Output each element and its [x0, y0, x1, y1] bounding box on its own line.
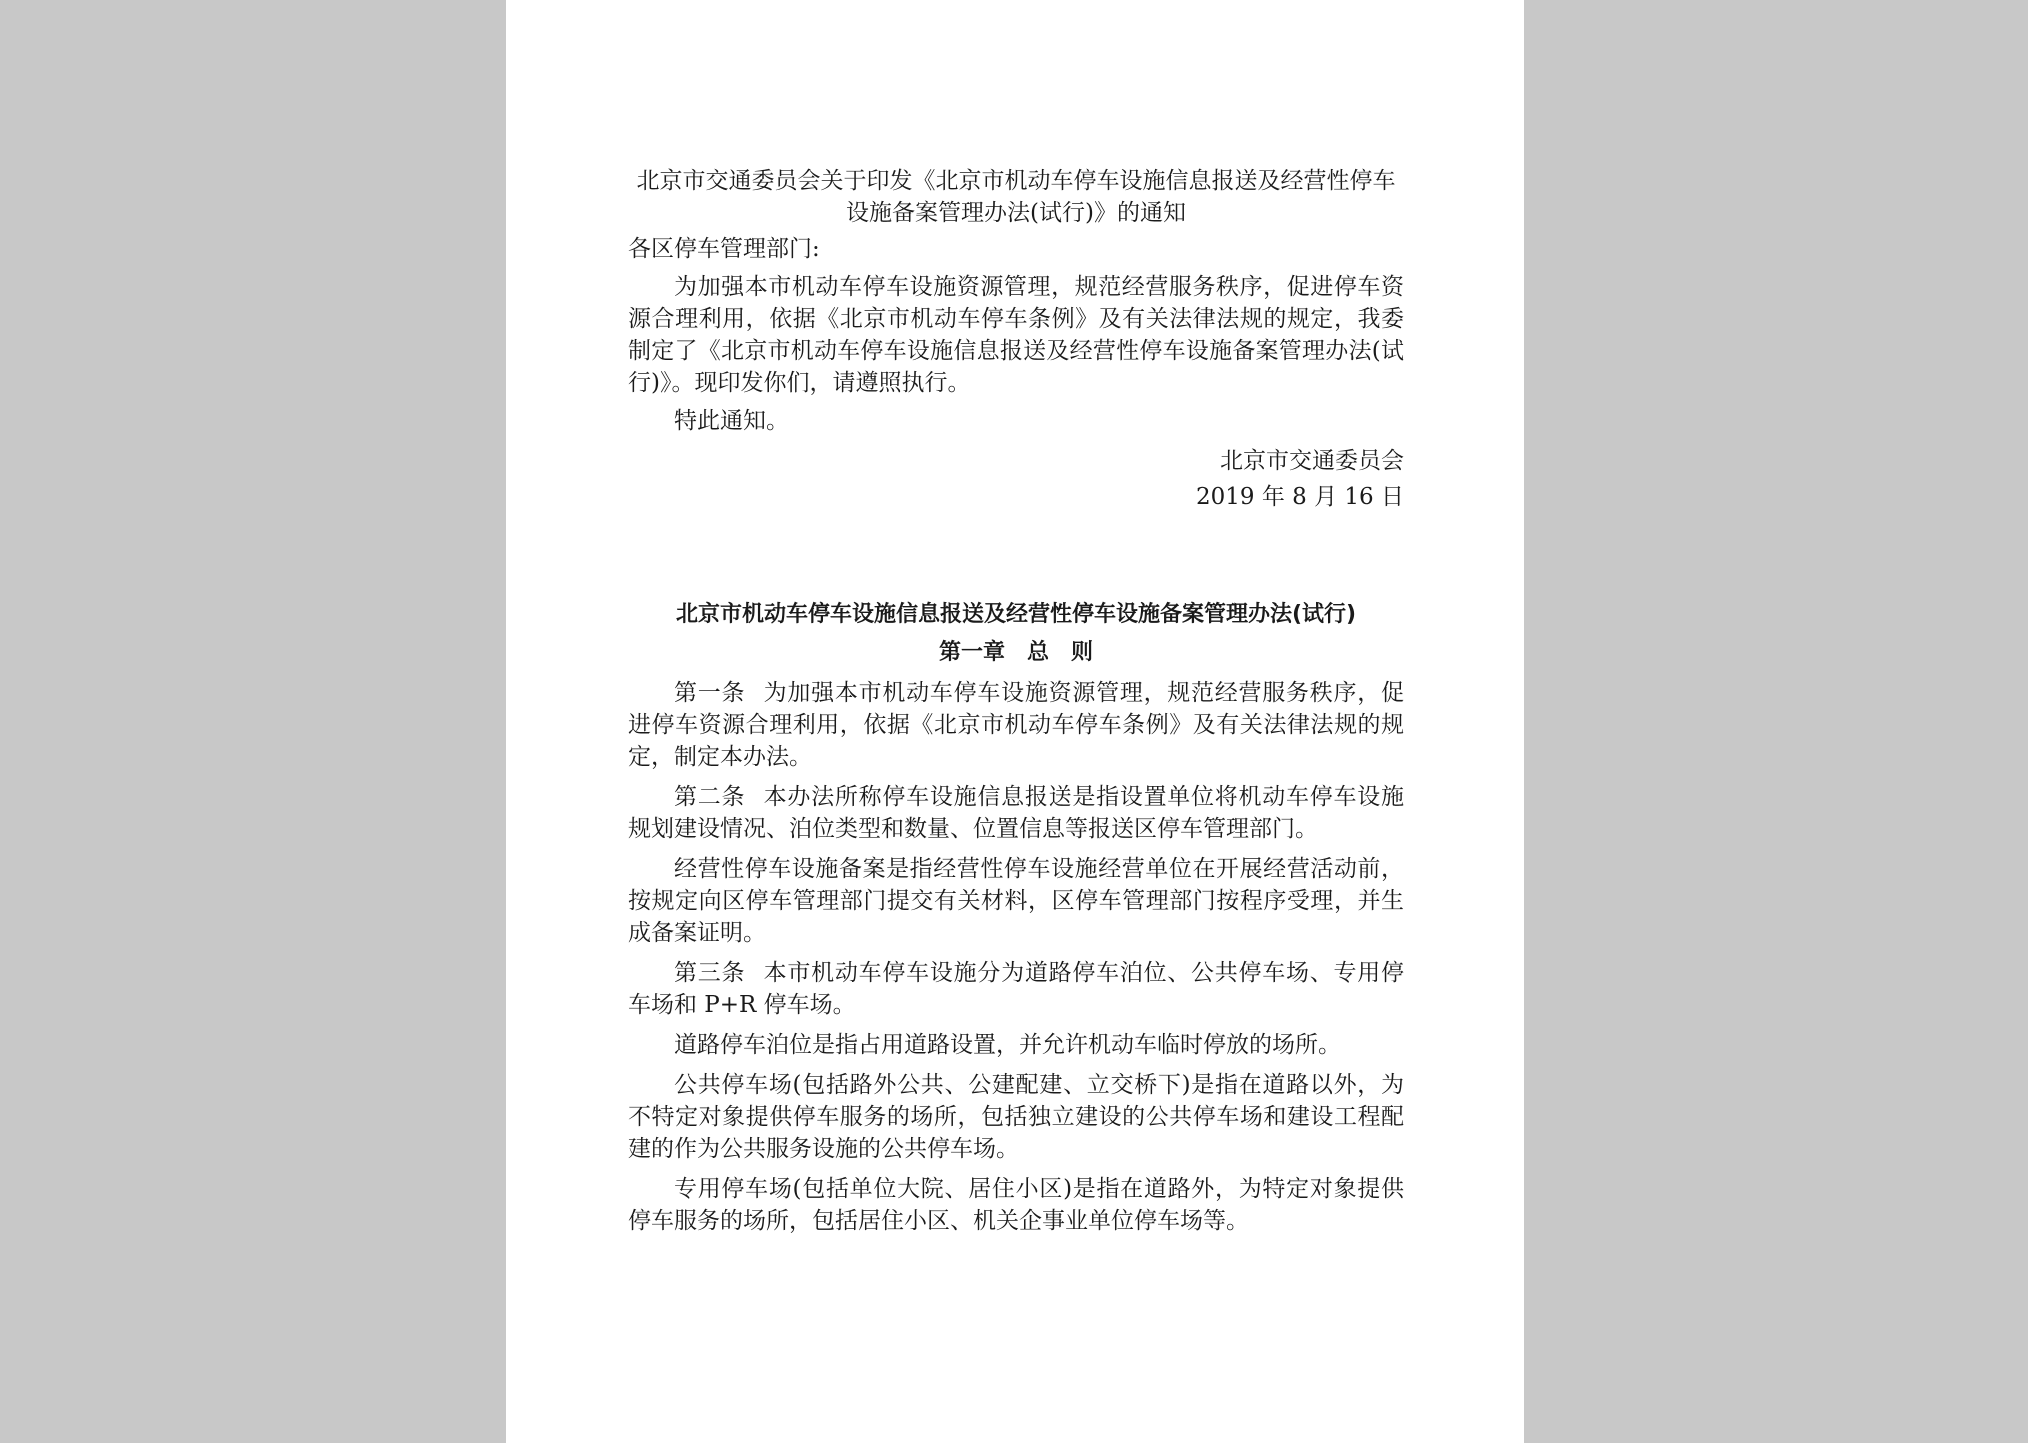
article-text: 专用停车场(包括单位大院、居住小区)是指在道路外，为特定对象提供停车服务的场所，包括居住小区、机关企事业单位停车场等。 — [628, 1176, 1404, 1234]
document-page — [506, 0, 1524, 1443]
article-text: 本办法所称停车设施信息报送是指设置单位将机动车停车设施规划建设情况、泊位类型和数量、位置信息等报送区停车管理部门。 — [628, 784, 1405, 842]
article-text: 道路停车泊位是指占用道路设置，并允许机动车临时停放的场所。 — [674, 1032, 1341, 1058]
article-text: 本市机动车停车设施分为道路停车泊位、公共停车场、专用停车场和 P+R 停车场。 — [628, 960, 1405, 1018]
article-label: 第二条 — [674, 784, 746, 810]
article-text: 为加强本市机动车停车设施资源管理，规范经营服务秩序，促进停车资源合理利用，依据《北京市机动车停车条例》及有关法律法规的规定，制定本办法。 — [628, 680, 1405, 770]
notice-title: 北京市交通委员会关于印发《北京市机动车停车设施信息报送及经营性停车设施备案管理办法(试行)》的通知 — [636, 168, 1396, 226]
article-label: 第一条 — [674, 680, 746, 706]
regulation-title: 北京市机动车停车设施信息报送及经营性停车设施备案管理办法(试行) — [675, 602, 1357, 627]
chapter-heading: 第一章 总 则 — [938, 640, 1093, 665]
document-content — [628, 165, 1404, 1237]
article-2 — [628, 781, 1404, 845]
notice-closing: 特此通知。 — [674, 408, 789, 434]
article-text: 公共停车场(包括路外公共、公建配建、立交桥下)是指在道路以外，为不特定对象提供停车服务的场所，包括独立建设的公共停车场和建设工程配建的作为公共服务设施的公共停车场。 — [628, 1072, 1404, 1162]
article-2-paragraph-2 — [628, 853, 1404, 949]
notice-body: 为加强本市机动车停车设施资源管理，规范经营服务秩序，促进停车资源合理利用，依据《北京市机动车停车条例》及有关法律法规的规定，我委制定了《北京市机动车停车设施信息报送及经营性停车设施备案管理办法(试行)》。现印发你们，请遵照执行。 — [628, 274, 1404, 396]
notice-salutation: 各区停车管理部门: — [628, 236, 820, 262]
notice-signatory: 北京市交通委员会 — [1220, 448, 1404, 474]
article-1 — [628, 677, 1404, 773]
article-3-paragraph-3 — [628, 1069, 1404, 1165]
article-3 — [628, 957, 1404, 1021]
article-label: 第三条 — [674, 960, 746, 986]
article-3-paragraph-4 — [628, 1173, 1404, 1237]
article-3-paragraph-2 — [628, 1029, 1404, 1061]
article-text: 经营性停车设施备案是指经营性停车设施经营单位在开展经营活动前，按规定向区停车管理部门提交有关材料，区停车管理部门按程序受理，并生成备案证明。 — [628, 856, 1404, 946]
notice-date: 2019 年 8 月 16 日 — [1196, 484, 1404, 510]
